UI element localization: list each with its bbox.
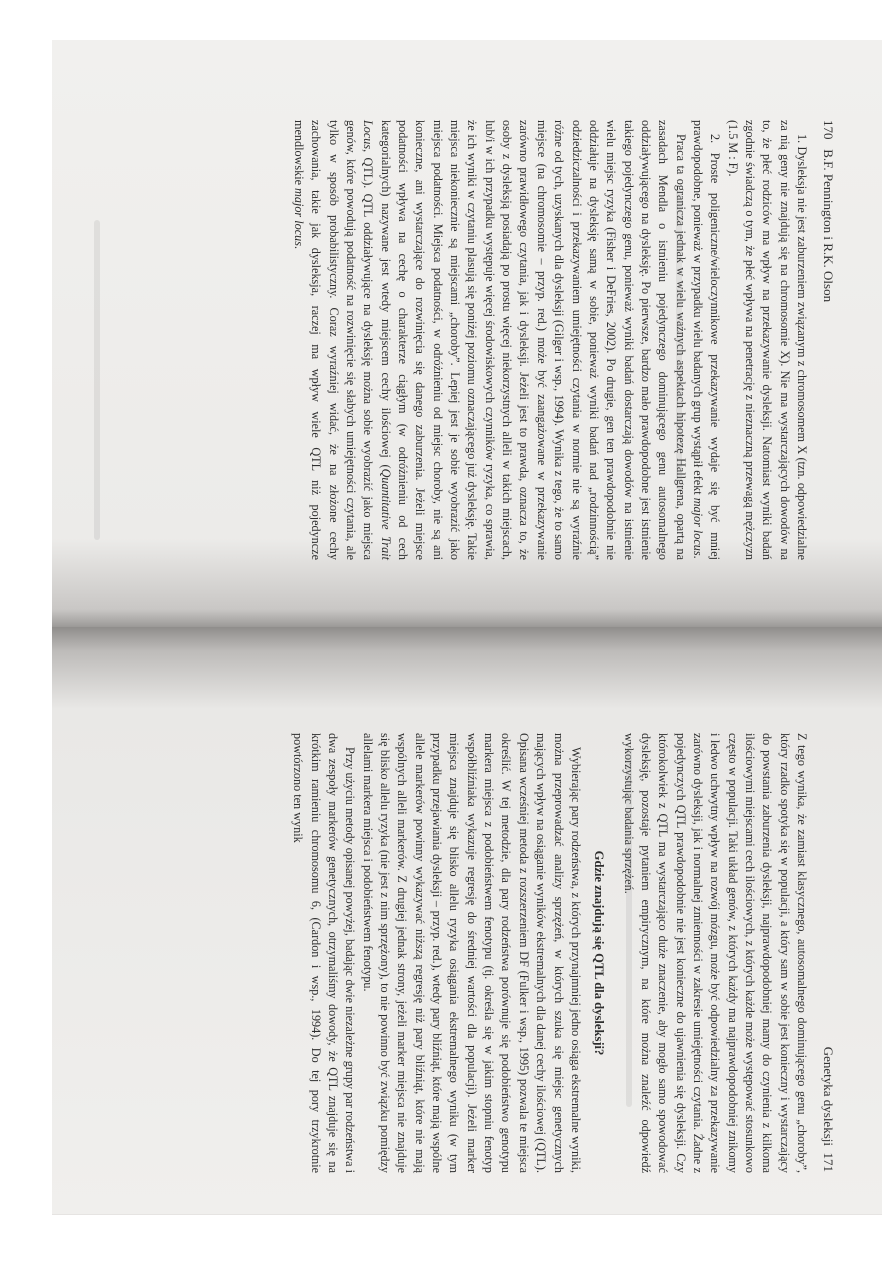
paragraph-3-italic: Quantitative Trait Locus — [361, 120, 393, 560]
scanned-book-spread — [52, 40, 882, 1215]
paragraph-2-end: . — [690, 555, 705, 559]
paragraph-3 — [290, 120, 689, 560]
paragraph-2-text: 2. Proste poligeniczne/wieloczynnikowe przekazywanie wydaje się być mniej prawdopodobne, ponieważ w przypadku wielu badanych grup wystąpił efekt — [690, 120, 723, 560]
right-page-header — [820, 1047, 836, 1172]
paragraph-3-text: Praca ta ogranicza jednak w wielu ważnych aspektach hipotezę Hallgrena, opartą na zasadach Mendla o istnieniu pojedynczego dominującego genu autosomalnego oddziaływującego na dysleksję. Po pierwsze, bardzo mało prawdopodobne jest istnienie takiego pojedynczego genu, ponieważ wyniki badań dostarczają dowodów na istnienie wielu miejsc ryzyka (Fisher i DeFries, 2002). Po drugie, gen ten prawdopodobnie nie oddziałuje na dysleksję samą w sobie, ponieważ wyniki badań nad „rodzinnością” odziedziczalności i przekazywaniem umiejętności czytania w normie nie są wyraźnie różne od tych, uzyskanych dla dysleksji (Gilger i wsp., 1994). Wynika z tego, że to samo miejsce (na chromosomie – przyp. red.) może być zaangażowane w przekazywanie zarówno prawidłowego czytania, jak i dysleksji. Jeżeli jest to prawda, oznacza to, że osoby z dysleksją posiadają po prostu więcej niekorzystnych alleli w takich miejscach, lub/i w ich przypadku występuje więcej środowiskowych czynników ryzyka, co sprawia, że ich wyniki w czytaniu plasują się poniżej poziomu oznaczającego już dysleksję. Takie miejsca niekoniecznie są miejscami „choroby”. Lepiej jest je sobie wyobrazić jako miejsca podatności. Miejsca podatności, w odróżnieniu od miejsc choroby, nie są ani konieczne, ani wystarczające do rozwinięcia się danego zaburzenia. Jeżeli miejsce podatności wpływa na cechę o charakterze ciągłym (w odróżnieniu od cech kategorialnych) nazywane jest wtedy miejscem cechy ilościowej ( — [378, 120, 688, 560]
bleed-through-mark — [94, 220, 100, 540]
right-page-number: 171 — [821, 1152, 836, 1172]
left-running-head: B.F. Pennington i R.K. Olson — [821, 149, 836, 303]
left-page-number: 170 — [821, 120, 836, 140]
bleed-through-mark — [626, 747, 632, 1107]
paragraph-2-italic: major locus — [690, 497, 705, 556]
paragraph-2 — [689, 120, 724, 560]
section-heading: Gdzie znajdują się QTL dla dysleksji? — [592, 850, 607, 1056]
bleed-through-mark — [676, 190, 682, 490]
paragraph-3-italic-2: major locus — [292, 188, 307, 246]
paragraph-5: Wybierając pary rodzeństwa, z których przynajmniej jedno osiąga ekstremalne wyniki, można przeprowadzać analizy sprzężeń, w których szuka się miejsc genetycznych mających wpływ na osiąganie wyników ekstremalnych dla danej cechy ilościowej (QTL). Opisana wcześniej metoda z rozszerzeniem DF (Fulker i wsp., 1995) pozwala te miejsca określić. W tej metodzie, dla pary rodzeństwa porównuje się podobieństwo genotypu markera miejsca z podobieństwem fenotypu (tj. określa się w jakim stopniu fenotyp współbliźniaka wykazuje regresję do średniej wartości dla populacji). Jeżeli marker miejsca znajduje się blisko allelu ryzyka osiągania ekstremalnego wyniku (w tym przypadku przejawiania dysleksji – przyp. red.), wtedy pary bliźniąt, które mają wspólne allele markerów powinny wykazywać niższą regresję niż pary bliźniąt, które nie mają wspólnych alleli markerów. Z drugiej jednak strony, jeżeli marker miejsca nie znajduje się blisko allelu ryzyka (nie jest z nim sprzężony), to nie powinno być związku pomiędzy allelami markera miejsca i podobieństwem fenotypu. — [360, 733, 583, 1173]
left-page-body — [290, 120, 810, 560]
right-running-head: Genetyka dysleksji — [821, 1046, 836, 1146]
right-page — [52, 627, 882, 1214]
book-spread — [52, 40, 882, 1215]
left-page — [52, 40, 882, 627]
paragraph-3-middle: , QTL). QTL oddziaływujące na dysleksję można sobie wyobrazić jako miejsca genów, które powodują podatność na rozwinięcie się słabych umiejętności czytania, ale tylko w sposób probabilistyczny. Coraz wyraźniej widać, że na złożone cechy zachowania, takie jak dysleksja, raczej ma wpływ wiele QTL niż pojedyncze mendlowskie — [292, 120, 376, 560]
left-page-header — [820, 120, 836, 302]
paragraph-1: 1. Dysleksja nie jest zaburzeniem związanym z chromosomem X (tzn. odpowiedzialne za nią geny nie znajdują się na chromosomie X). Nie ma wystarczających dowodów na to, że płeć rodziców ma wpływ na przekazywanie dysleksji. Natomiast wyniki badań zgodnie świadczą o tym, że płeć wpływa na penetrację z nieznaczną przewagą mężczyzn (1.5 M : F). — [725, 120, 809, 560]
right-page-body — [289, 733, 810, 1173]
paragraph-4: Z tego wynika, że zamiast klasycznego, autosomalnego dominującego genu „choroby”, który rzadko spotyka się w populacji, a który sam w sobie jest konieczny i wystarczający do powstania zaburzenia dysleksji, najprawdopodobniej mamy do czynienia z kilkoma ilościowymi miejscami cech ilościowych, z których każde może występować stosunkowo często w populacji. Taki układ genów, z których każdy ma najprawdopodobniej znikomy i ledwo uchwytny wpływ na rozwój mózgu, może być odpowiedzialny za przekazywanie zarówno dysleksji, jak i normalnej zmienności w zakresie umiejętności czytania. Żadne z pojedynczych QTL prawdopodobnie nie jest konieczne do ujawnienia się dysleksji. Czy którokolwiek z QTL ma wystarczająco duże znaczenie, aby mogło samo spowodować dysleksję, pozostaje pytaniem empirycznym, na które można znaleźć odpowiedź wykorzystując badania sprzężeń. — [621, 733, 809, 1173]
paragraph-3-end: . — [292, 245, 307, 249]
paragraph-6: Przy użyciu metody opisanej powyżej, badając dwie niezależne grupy par rodzeństwa i dwa zespoły markerów genetycznych, otrzymaliśmy dowody, że QTL znajduje się na krótkim ramieniu chromosomu 6, (Cardon i wsp., 1994). Do tej pory trzykrotnie powtórzono ten wynik — [291, 733, 358, 1173]
